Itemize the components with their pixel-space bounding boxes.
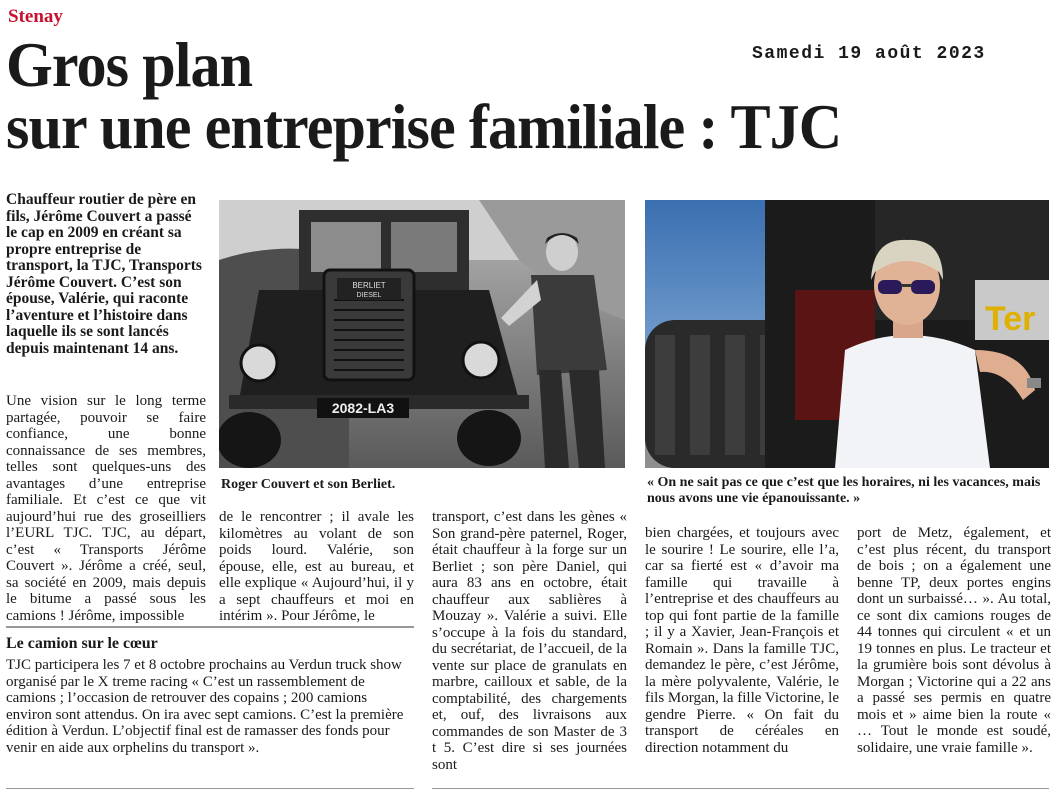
- box-body: TJC participera les 7 et 8 octobre prochains au Verdun truck show organisé par le X treme racing « C’est un rassemblement de camions ; l’occasion de retrouver des copains ; 200 camions environ sont attendus. On ira avec sept camions. C’est la première édition à Verdun. L’objectif final est de ramasser des fonds pour venir en aide aux orphelins du transport ».: [6, 657, 404, 756]
- photo-berliet-image: [219, 200, 625, 468]
- body-column-3: transport, c’est dans les gènes « Son grand-père paternel, Roger, était chauffeur à la forge sur un Berliet ; son père Daniel, qui aura 83 ans en octobre, était chauffeur aux sablières à Mouzay ». Valérie a suivi. Elle s’occupe à la fois du standard, du secrétariat, de l’accueil, de la vente sur place de granulats en marbre, cailloux et sable, de la comptabilité, des chargements et, ouf, des livraisons aux commandes de son Master de 3 t 5. C’est dire si ses journées sont: [432, 509, 627, 773]
- headline-line-1: Gros plan: [6, 29, 253, 100]
- caption-photo-2: « On ne sait pas ce que c’est que les horaires, ni les vacances, mais nous avons une vie épanouissante. »: [647, 475, 1041, 506]
- divider-bottom: [6, 788, 414, 789]
- photo-roger-berliet: [219, 200, 625, 468]
- body-column-1: Une vision sur le long terme partagée, pouvoir se faire confiance, une bonne connaissance de ses membres, telles sont quelques-uns des avantages d’une entreprise familiale. Et c’est ce que vit aujourd’hui rue des groseilliers l’EURL TJC. TJC, au départ, c’est « Transports Jérôme Couvert ». Jérôme a créé, seul, sa société en 2009, mais depuis le bitume a passé sous les camions ! Jérôme, impossible: [6, 393, 206, 624]
- photo-valerie: [645, 200, 1049, 468]
- box-subhead: Le camion sur le cœur: [6, 635, 158, 652]
- publication-date: Samedi 19 août 2023: [752, 44, 986, 64]
- berliet-badge-text: BERLIET: [352, 281, 386, 290]
- body-column-5: port de Metz, également, et c’est plus récent, du transport de bois ; on a également une benne TP, deux portes engins dont un surbaissé… ». Au total, ce sont dix camions rouges de 44 tonnes qui circulent « et un 19 tonnes en plus. Le tracteur et la grumière bois sont dévolus à Morgan ; Victorine qui a 22 ans a passé ses permis en quatre mois et » aime bien la route « … Tout le monde est soudé, solidaire, une vraie famille ».: [857, 525, 1051, 756]
- plate-text: 2082-LA3: [331, 400, 395, 416]
- diesel-badge-text: DIESEL: [356, 292, 382, 299]
- headline: [6, 29, 993, 162]
- body-column-2: de le rencontrer ; il avale les kilomètres au volant de son poids lourd. Valérie, son épouse, elle, est au bureau, et elle explique « Aujourd’hui, il y a sept chauffeurs et moi en intérim ». Pour Jérôme, le: [219, 509, 414, 624]
- section-kicker: Stenay: [8, 6, 63, 27]
- caption-photo-1: Roger Couvert et son Berliet.: [221, 477, 396, 492]
- divider-bottom-right: [432, 788, 1049, 789]
- photo-valerie-image: [645, 200, 1049, 468]
- divider-upper-columns: [6, 626, 414, 628]
- truck-brand-text: Ter: [985, 300, 1036, 338]
- lead-paragraph: Chauffeur routier de père en fils, Jérôme Couvert a passé le cap en 2009 en créant sa propre entreprise de transport, la TJC, Transports Jérôme Couvert. C’est son épouse, Valérie, qui raconte l’aventure et l’histoire dans laquelle ils se sont lancés depuis maintenant 14 ans.: [6, 191, 202, 357]
- headline-line-2: sur une entreprise familiale : TJC: [6, 91, 842, 162]
- body-column-4: bien chargées, et toujours avec le sourire ! Le sourire, elle l’a, car sa fierté est « d’avoir ma famille qui travaille à l’entreprise et des chauffeurs au top qui font partie de la famille ; il y a Xavier, Jean-François et Romain ». Dans la famille TJC, demandez le père, c’est Jérôme, la mère polyvalente, Valérie, le fils Morgan, la fille Victorine, le gendre Pierre. « On fait du transport de céréales en direction notamment du: [645, 525, 839, 756]
